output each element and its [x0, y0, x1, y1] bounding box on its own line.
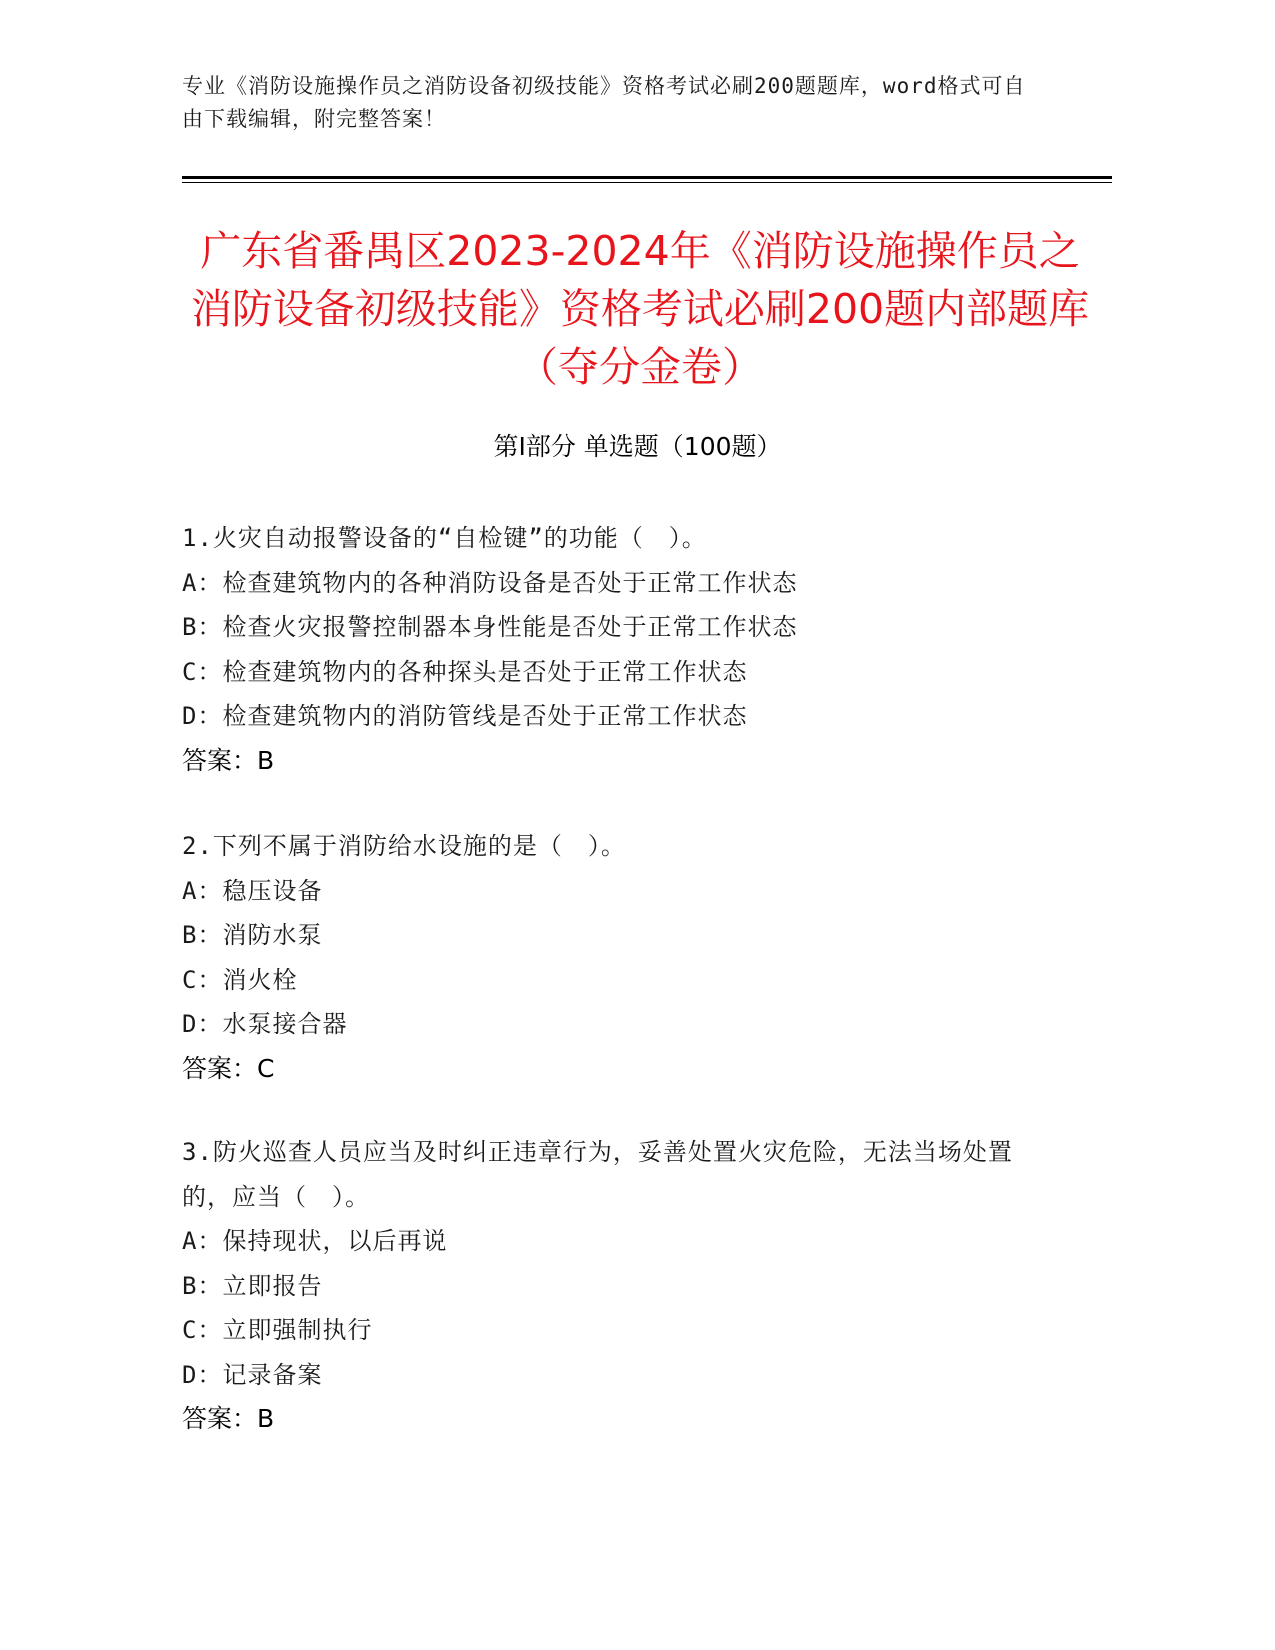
header-note: 专业《消防设施操作员之消防设备初级技能》资格考试必刷200题题库，word格式可自由下载编辑，附完整答案！: [182, 74, 1026, 131]
header-divider-thin: [182, 182, 1112, 183]
question-item: [182, 824, 1062, 1091]
question-stem: 3.防火巡查人员应当及时纠正违章行为，妥善处置火灾危险，无法当场处置的，应当（ ）。: [182, 1138, 1013, 1211]
question-option-c: C：检查建筑物内的各种探头是否处于正常工作状态: [182, 657, 748, 686]
question-option-a: A：保持现状，以后再说: [182, 1227, 448, 1255]
question-option-d: D：水泵接合器: [182, 1010, 348, 1038]
question-item: [182, 1130, 1062, 1442]
question-option-b: B：消防水泵: [182, 921, 323, 949]
document-title: 广东省番禺区2023-2024年《消防设施操作员之消防设备初级技能》资格考试必刷200题内部题库（夺分金卷）: [190, 227, 1090, 391]
question-stem: 2.下列不属于消防给水设施的是（ ）。: [182, 832, 626, 860]
question-item: [182, 516, 1062, 783]
question-option-b: B：检查火灾报警控制器本身性能是否处于正常工作状态: [182, 613, 798, 641]
question-answer: 答案：B: [182, 1404, 275, 1433]
question-option-d: D：检查建筑物内的消防管线是否处于正常工作状态: [182, 702, 748, 730]
question-option-a: A：检查建筑物内的各种消防设备是否处于正常工作状态: [182, 568, 798, 597]
question-stem: 1.火灾自动报警设备的“自检键”的功能（ ）。: [182, 524, 707, 552]
header-divider-thick: [182, 176, 1112, 179]
question-option-a: A：稳压设备: [182, 876, 323, 905]
question-option-c: C：消火栓: [182, 965, 298, 994]
question-answer: 答案：C: [182, 1053, 275, 1083]
question-answer: 答案：B: [182, 745, 275, 775]
question-option-d: D：记录备案: [182, 1360, 323, 1389]
question-option-c: C：立即强制执行: [182, 1316, 373, 1344]
section-heading: 第Ⅰ部分 单选题（100题）: [493, 432, 782, 461]
question-option-b: B：立即报告: [182, 1271, 323, 1300]
